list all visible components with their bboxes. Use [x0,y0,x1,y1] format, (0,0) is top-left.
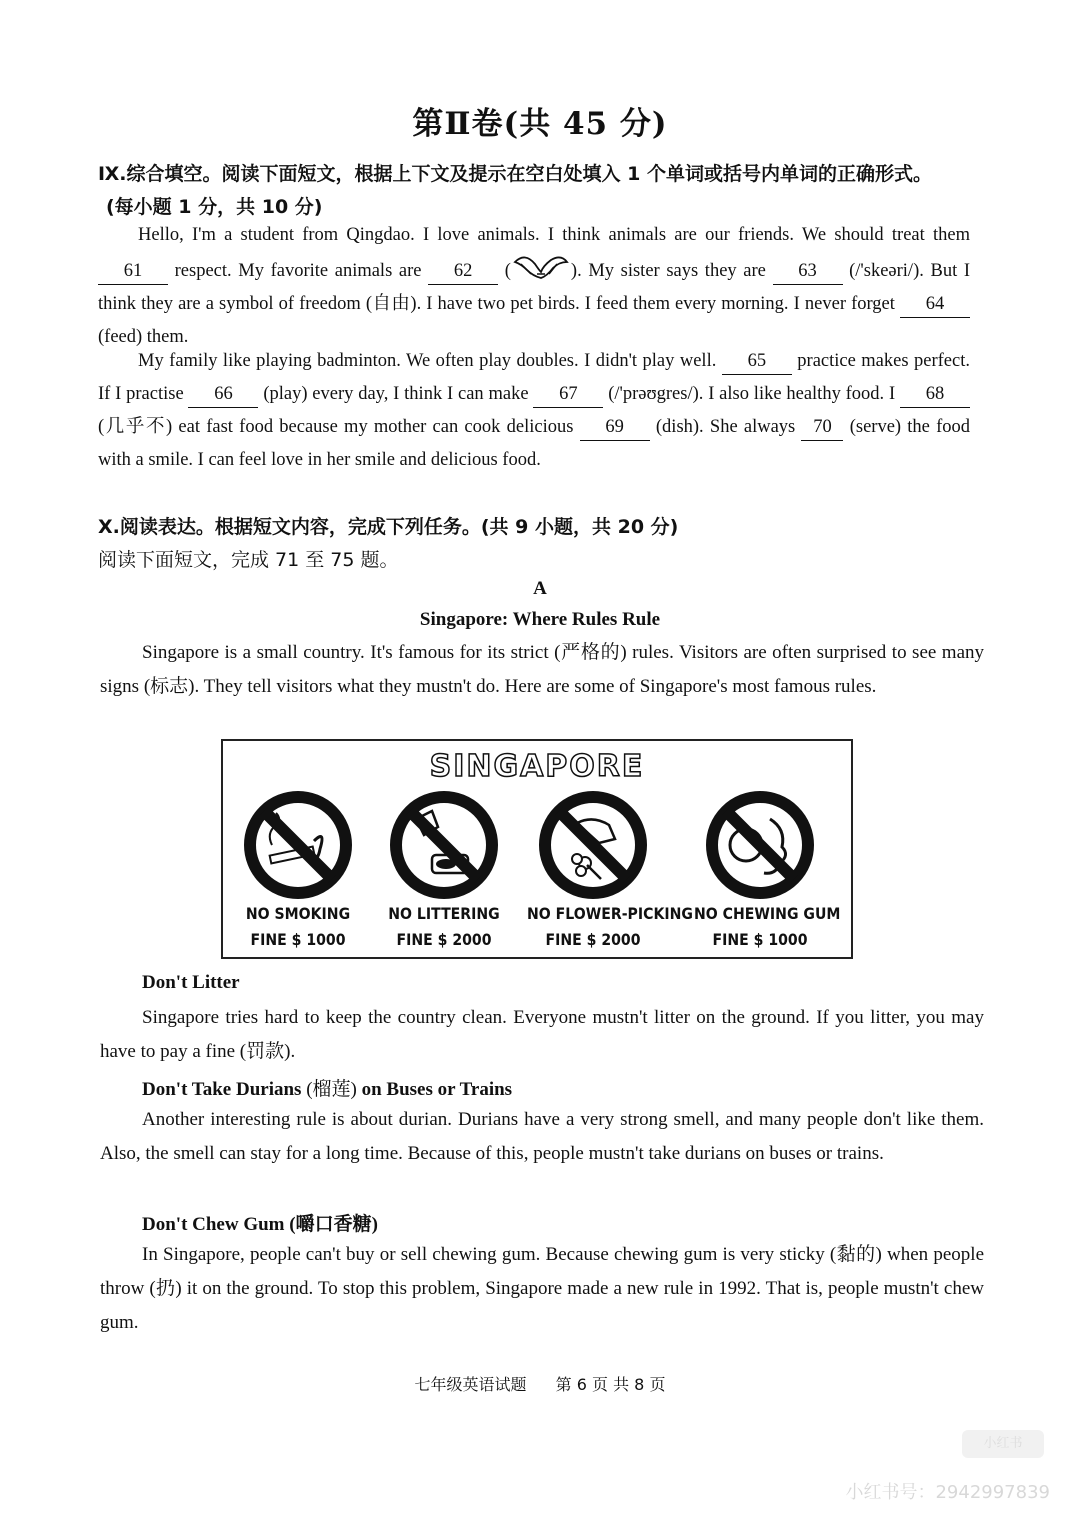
fine-label: FINE $ 2000 [545,930,641,949]
rule-label: NO CHEWING GUM [694,904,841,923]
fine-label: FINE $ 1000 [712,930,808,949]
section-9-paragraph-2: My family like playing badminton. We often play doubles. I didn't play well. 65 practice makes perfect. If I practise 66 (play) every day, I think I can make 67 (/'prəʊgres/). I also like healthy food. I 68 (几乎不) eat fast food because my mother can cook delicious 69 (dish). She always 70 (serve) the food with a smile. I can feel love in her smile and delicious food. [98,345,970,477]
no-smoking-icon [242,789,354,901]
singapore-sign-board [221,739,853,959]
bird-picture-icon [511,252,571,282]
blank-67[interactable]: 67 [533,381,603,408]
page-number: 第 6 页 共 8 页 [555,1375,666,1394]
fine-label: FINE $ 1000 [250,930,346,949]
no-chewing-gum-icon [704,789,816,901]
rule-1-title: Don't Litter [142,972,240,993]
page-footer [0,1372,1080,1395]
blank-62[interactable]: 62 [428,258,498,285]
section-10-subheading: 阅读下面短文，完成 71 至 75 题。 [98,549,399,571]
passage-letter: A [533,578,547,599]
blank-69[interactable]: 69 [580,414,650,441]
rule-2-text: Another interesting rule is about durian. Durians have a very strong smell, and many people don't like them. Also, the smell can stay for a long time. Because of this, people mustn't take durians on buses or trains. [100,1109,984,1164]
watermark-logo: 小红书 [962,1430,1044,1458]
fine-label: FINE $ 2000 [396,930,492,949]
no-littering-icon [388,789,500,901]
page-title: 第Ⅱ卷(共 45 分) [412,106,668,142]
article-intro: Singapore is a small country. It's famous for its strict (严格的) rules. Visitors are often surprised to see many signs (标志). They tell visitors what they mustn't do. Here are some of Singapore's most famous rules. [100,642,984,697]
sign-board-title: SINGAPORE [429,749,645,784]
no-flower-picking-icon [537,789,649,901]
section-9-points: (每小题 1 分，共 10 分) [106,196,323,218]
section-10-heading: Ⅹ.阅读表达。根据短文内容，完成下列任务。(共 9 小题，共 20 分) [98,516,679,538]
blank-65[interactable]: 65 [722,348,792,375]
blank-66[interactable]: 66 [188,381,258,408]
rule-3-text: In Singapore, people can't buy or sell chewing gum. Because chewing gum is very sticky (黏的) when people throw (扔) it on the ground. To stop this problem, Singapore made a new rule in 1992. That is, people mustn't chew gum. [100,1244,984,1333]
sign-no-flower-picking [518,789,693,953]
section-9-heading: Ⅸ.综合填空。阅读下面短文，根据上下文及提示在空白处填入 1 个单词或括号内单词的正确形式。 [98,163,932,185]
rule-3-title: Don't Chew Gum (嚼口香糖) [142,1214,378,1235]
rule-1-text: Singapore tries hard to keep the country clean. Everyone mustn't litter on the ground. If you litter, you may have to pay a fine (罚款). [100,1007,984,1062]
blank-70[interactable]: 70 [801,414,843,441]
sign-no-smoking [223,789,373,953]
watermark-text: 小红书号：2942997839 [845,1482,1050,1503]
blank-61[interactable]: 61 [98,258,168,285]
blank-68[interactable]: 68 [900,381,970,408]
rule-2-title: Don't Take Durians (榴莲) on Buses or Trains [142,1079,513,1100]
rule-label: NO FLOWER-PICKING [527,904,693,923]
rule-label: NO SMOKING [245,904,351,923]
section-9-paragraph-1: Hello, I'm a student from Qingdao. I love animals. I think animals are our friends. We should treat them 61 respect. My favorite animals are 62 ( ). My sister says they are 63 (/'skeəri/). But I think they are a symbol of freedom (自由). I have two pet birds. I feed them every morning. I never forget 64 (feed) them. [98,225,970,347]
blank-64[interactable]: 64 [900,291,970,318]
blank-63[interactable]: 63 [773,258,843,285]
sign-no-littering [369,789,519,953]
article-title: Singapore: Where Rules Rule [419,609,661,630]
exam-name: 七年级英语试题 [414,1375,527,1394]
sign-no-chewing-gum [685,789,841,953]
rule-label: NO LITTERING [388,904,500,923]
